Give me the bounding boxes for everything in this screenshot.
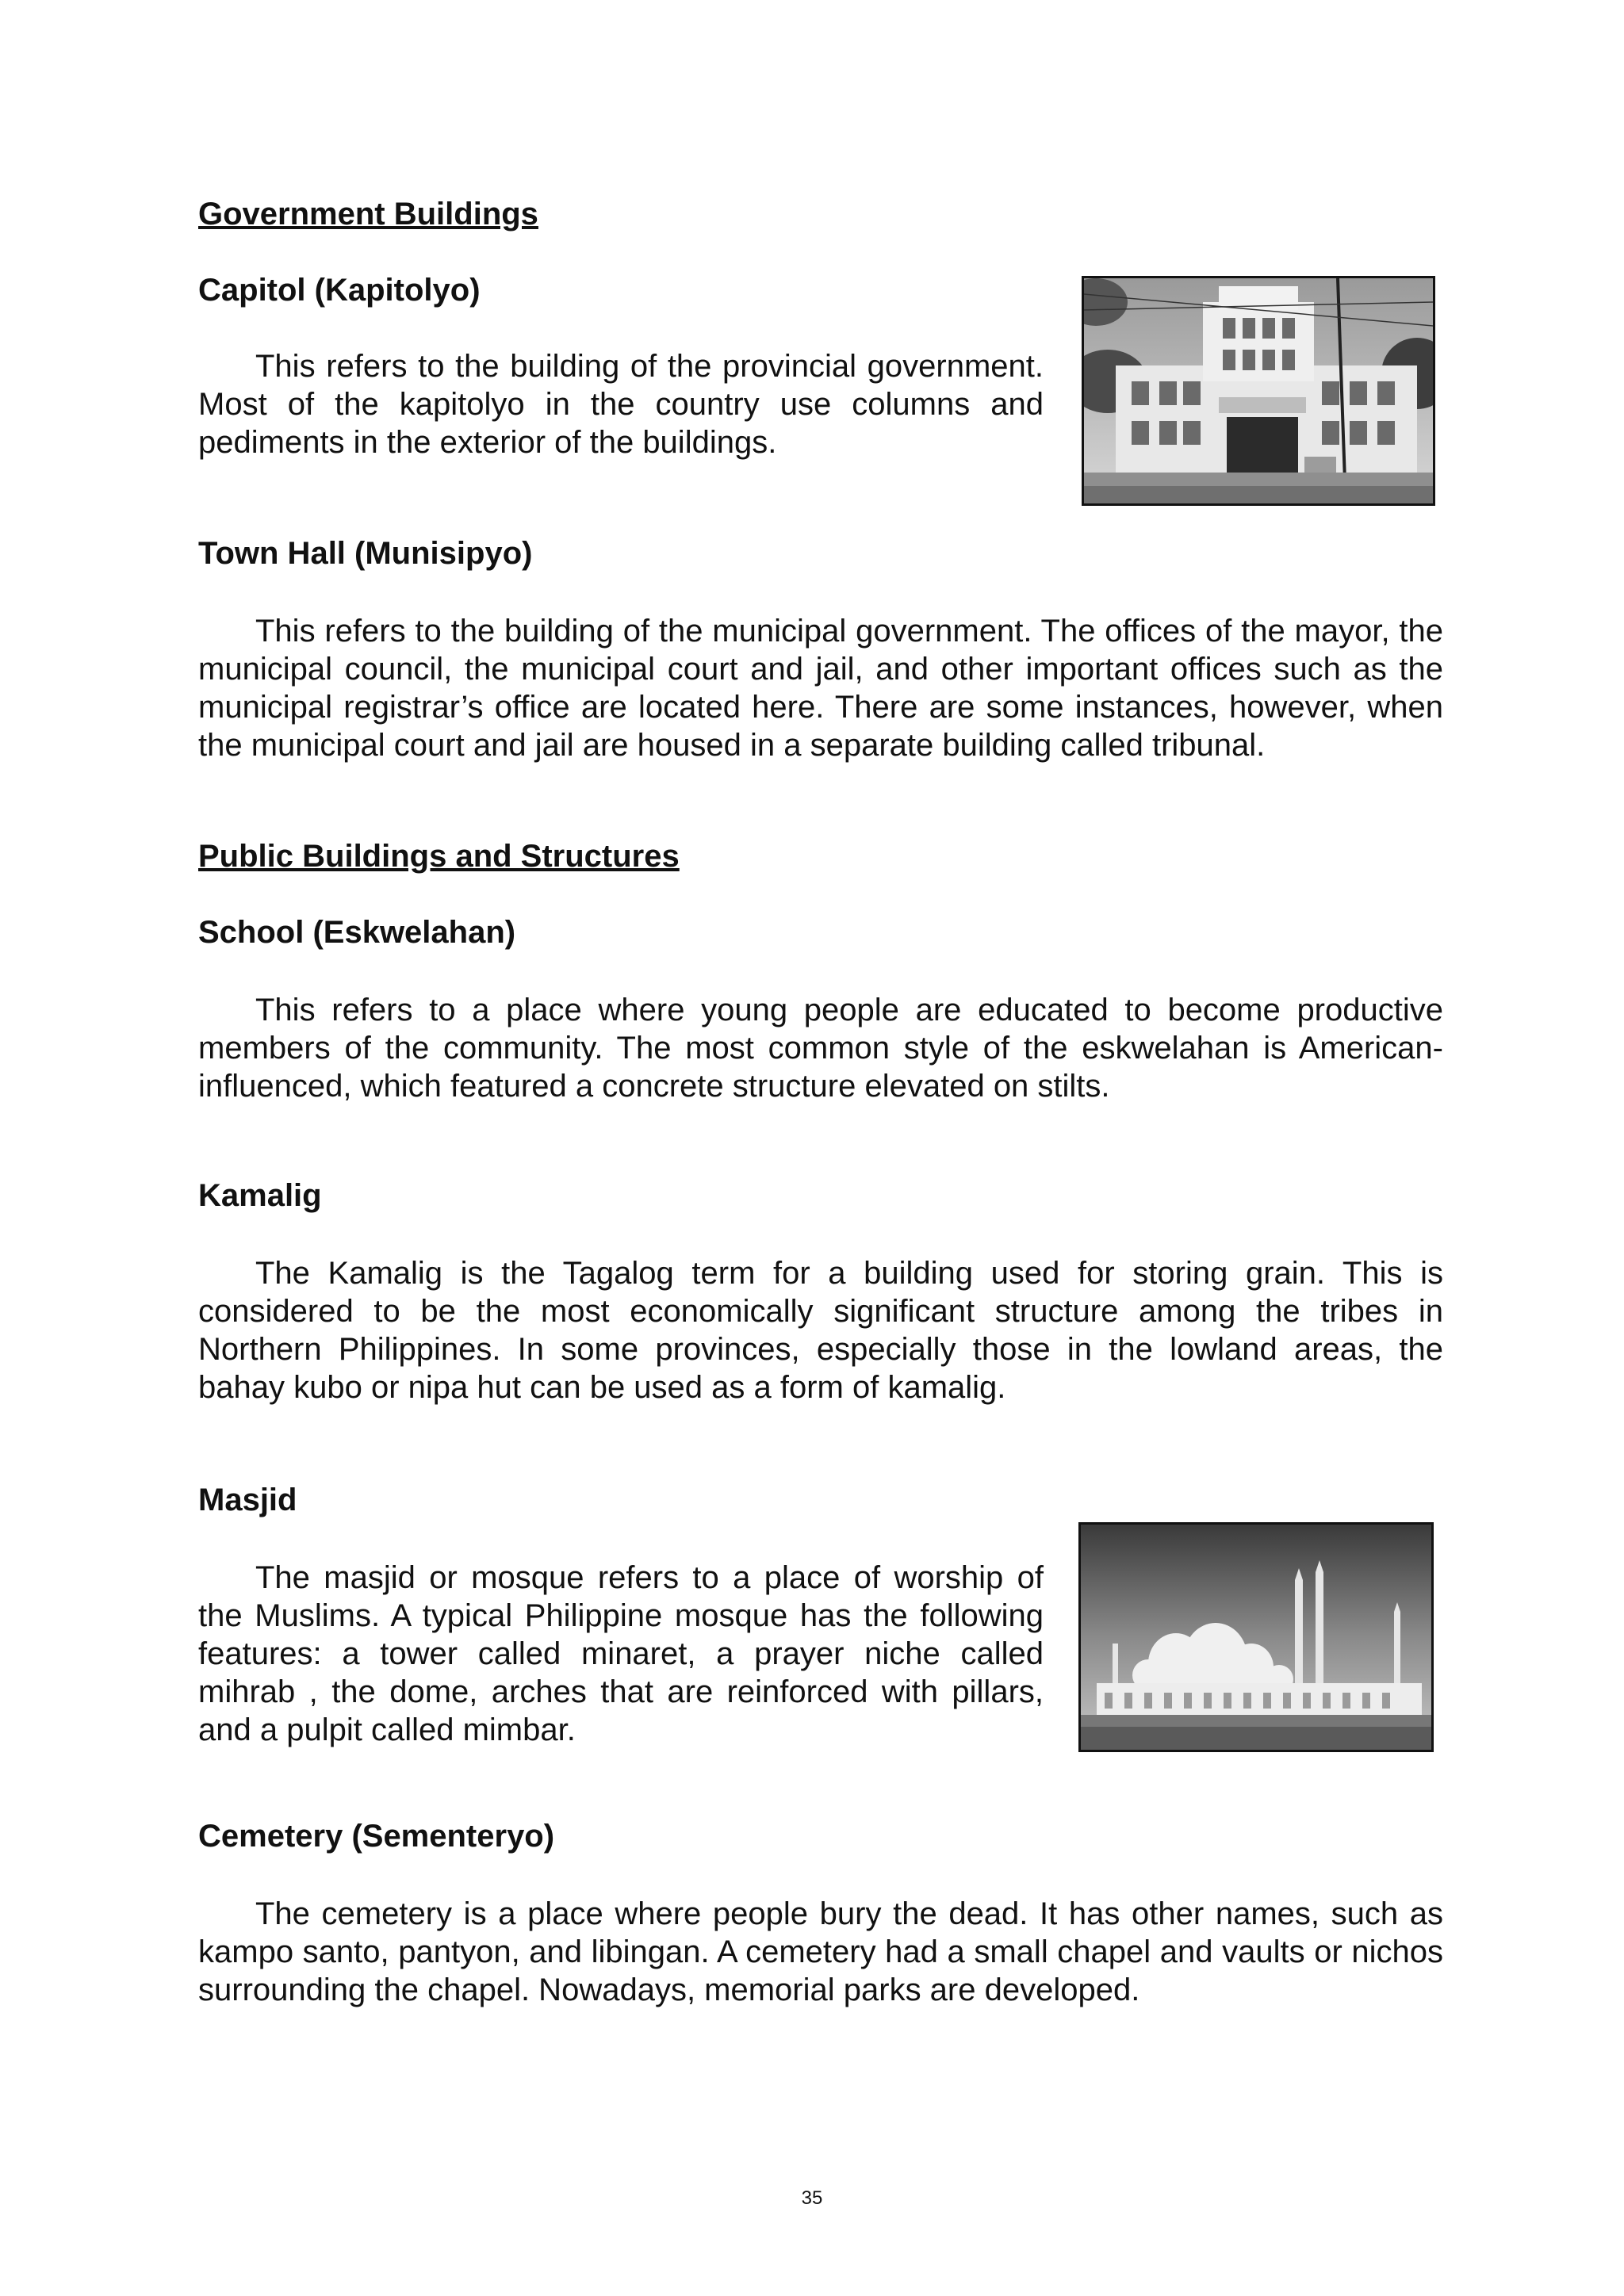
page-number: 35 bbox=[801, 2187, 823, 2209]
heading-capitol: Capitol (Kapitolyo) bbox=[198, 273, 481, 308]
section-heading-public-buildings: Public Buildings and Structures bbox=[198, 839, 680, 874]
capitol-building-photo bbox=[1082, 276, 1435, 506]
paragraph-cemetery: The cemetery is a place where people bury the dead. It has other names, such as kampo santo, pantyon, and libingan. A cemetery had a small chapel and vaults or nichos surrounding the chapel. Nowadays, memorial parks are developed. bbox=[198, 1896, 1443, 2007]
heading-kamalig: Kamalig bbox=[198, 1178, 322, 1213]
paragraph-masjid: The masjid or mosque refers to a place of worship of the Muslims. A typical Philippine mosque has the following features: a tower called minaret, a prayer niche called mihrab , the dome, arches that are reinforced with pillars, and a pulpit called mimbar. bbox=[198, 1560, 1044, 1747]
heading-masjid: Masjid bbox=[198, 1483, 297, 1517]
heading-town-hall: Town Hall (Munisipyo) bbox=[198, 536, 533, 571]
heading-school: School (Eskwelahan) bbox=[198, 915, 516, 950]
heading-cemetery: Cemetery (Sementeryo) bbox=[198, 1819, 555, 1854]
paragraph-capitol: This refers to the building of the provincial government. Most of the kapitolyo in the country use columns and pediments in the exterior of the buildings. bbox=[198, 349, 1044, 460]
paragraph-kamalig: The Kamalig is the Tagalog term for a building used for storing grain. This is considered to be the most economically significant structure among the tribes in Northern Philippines. In some provinces, especially those in the lowland areas, the bahay kubo or nipa hut can be used as a form of kamalig. bbox=[198, 1256, 1443, 1405]
mosque-photo bbox=[1078, 1522, 1434, 1752]
section-heading-government-buildings: Government Buildings bbox=[198, 197, 538, 232]
paragraph-school: This refers to a place where young people are educated to become productive members of the community. The most common style of the eskwelahan is American-influenced, which featured a concrete structure elevated on stilts. bbox=[198, 993, 1443, 1104]
paragraph-town-hall: This refers to the building of the municipal government. The offices of the mayor, the municipal council, the municipal court and jail, and other important offices such as the municipal registrar’s office are located here. There are some instances, however, when the municipal court and jail are housed in a separate building called tribunal. bbox=[198, 614, 1443, 763]
